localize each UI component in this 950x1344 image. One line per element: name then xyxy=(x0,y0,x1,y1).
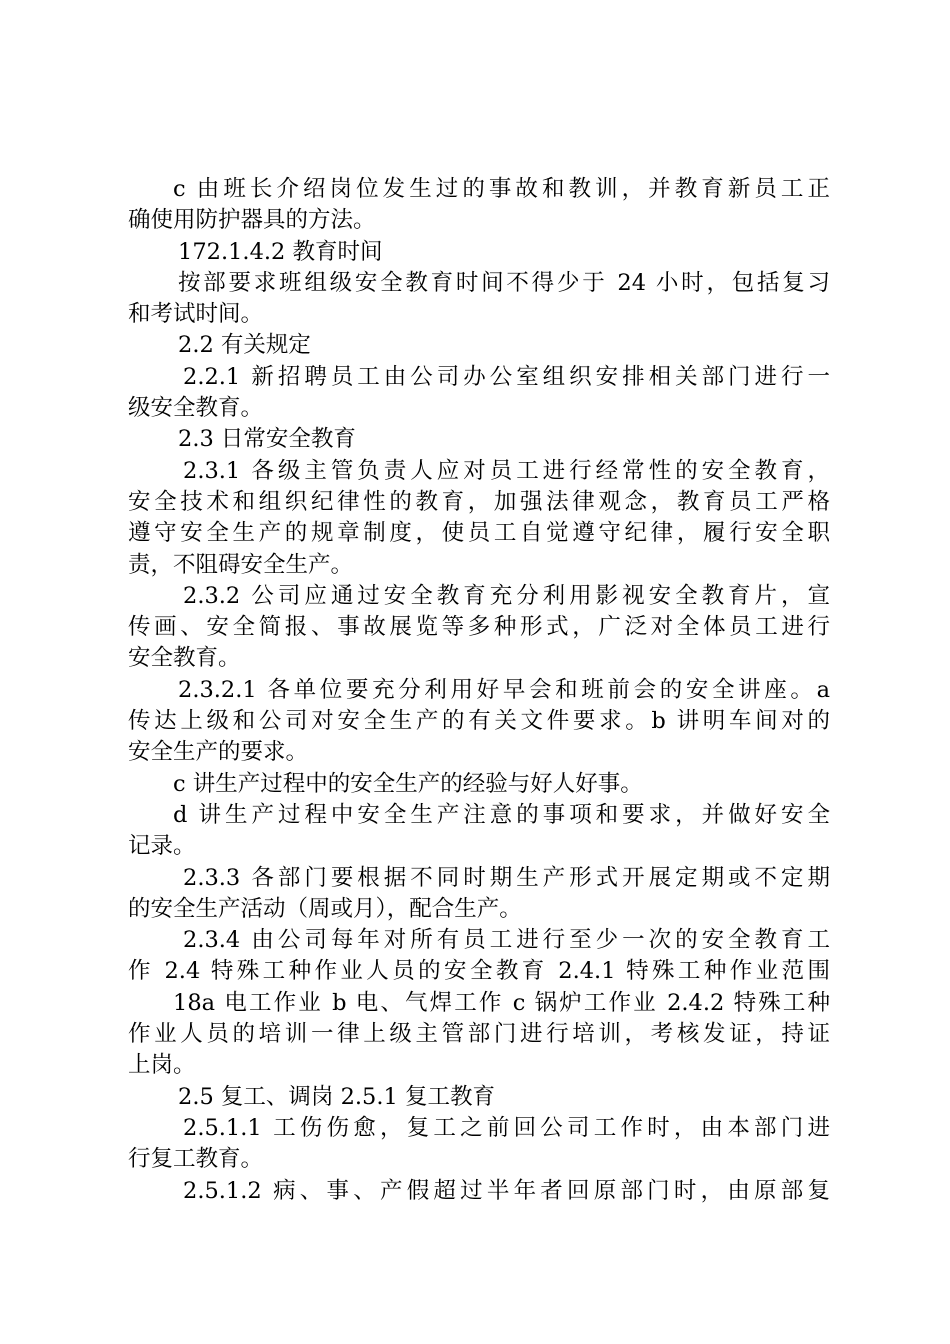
text-line: 2.3.3 各部门要根据不同时期生产形式开展定期或不定期 xyxy=(183,864,830,891)
section-heading: 2.2 有关规定 xyxy=(178,332,311,359)
text-line: 责，不阻碍安全生产。 xyxy=(128,551,354,578)
text-line: 记录。 xyxy=(128,833,196,860)
text-line: 2.3.2 公司应通过安全教育充分利用影视安全教育片，宣 xyxy=(183,582,830,609)
text-line: d 讲生产过程中安全生产注意的事项和要求，并做好安全 xyxy=(173,801,830,828)
text-line: 2.3.2.1 各单位要充分利用好早会和班前会的安全讲座。a xyxy=(178,676,830,703)
text-line: 按部要求班组级安全教育时间不得少于 24 小时，包括复习 xyxy=(178,269,830,296)
text-line: 安全生产的要求。 xyxy=(128,739,309,766)
text-line: 2.2.1 新招聘员工由公司办公室组织安排相关部门进行一 xyxy=(183,363,830,390)
text-line: c 由班长介绍岗位发生过的事故和教训，并教育新员工正 xyxy=(173,176,830,202)
text-line: 传达上级和公司对安全生产的有关文件要求。b 讲明车间对的 xyxy=(128,708,830,735)
text-line: 2.3.4 由公司每年对所有员工进行至少一次的安全教育工 xyxy=(183,927,830,954)
text-line: 行复工教育。 xyxy=(128,1146,264,1173)
text-line: 的安全生产活动（周或月），配合生产。 xyxy=(128,895,522,922)
text-line: 2.5.1.2 病、事、产假超过半年者回原部门时，由原部复 xyxy=(183,1177,830,1204)
document-body xyxy=(128,174,830,1207)
text-line: 确使用防护器具的方法。 xyxy=(128,207,376,234)
text-line: 作业人员的培训一律上级主管部门进行培训，考核发证，持证 xyxy=(128,1021,830,1048)
section-heading: 172.1.4.2 教育时间 xyxy=(178,238,383,265)
text-line: 遵守安全生产的规章制度，使员工自觉遵守纪律，履行安全职 xyxy=(128,520,830,547)
text-line: 作 2.4 特殊工种作业人员的安全教育 2.4.1 特殊工种作业范围 xyxy=(128,958,830,985)
text-line: 安全技术和组织纪律性的教育，加强法律观念，教育员工严格 xyxy=(128,488,830,515)
text-line: 和考试时间。 xyxy=(128,301,264,328)
text-line: 传画、安全简报、事故展览等多种形式，广泛对全体员工进行 xyxy=(128,614,830,641)
text-line: 级安全教育。 xyxy=(128,395,264,422)
text-line: 2.5.1.1 工伤伤愈，复工之前回公司工作时，由本部门进 xyxy=(183,1114,830,1141)
text-line: c 讲生产过程中的安全生产的经验与好人好事。 xyxy=(173,770,643,797)
text-line: 上岗。 xyxy=(128,1052,196,1079)
section-heading: 2.3 日常安全教育 xyxy=(178,426,356,453)
text-line: 2.3.1 各级主管负责人应对员工进行经常性的安全教育， xyxy=(183,457,830,484)
text-line: 安全教育。 xyxy=(128,645,241,672)
section-heading: 2.5 复工、调岗 2.5.1 复工教育 xyxy=(178,1083,495,1110)
text-line: 18a 电工作业 b 电、气焊工作 c 锅炉工作业 2.4.2 特殊工种 xyxy=(173,989,830,1016)
